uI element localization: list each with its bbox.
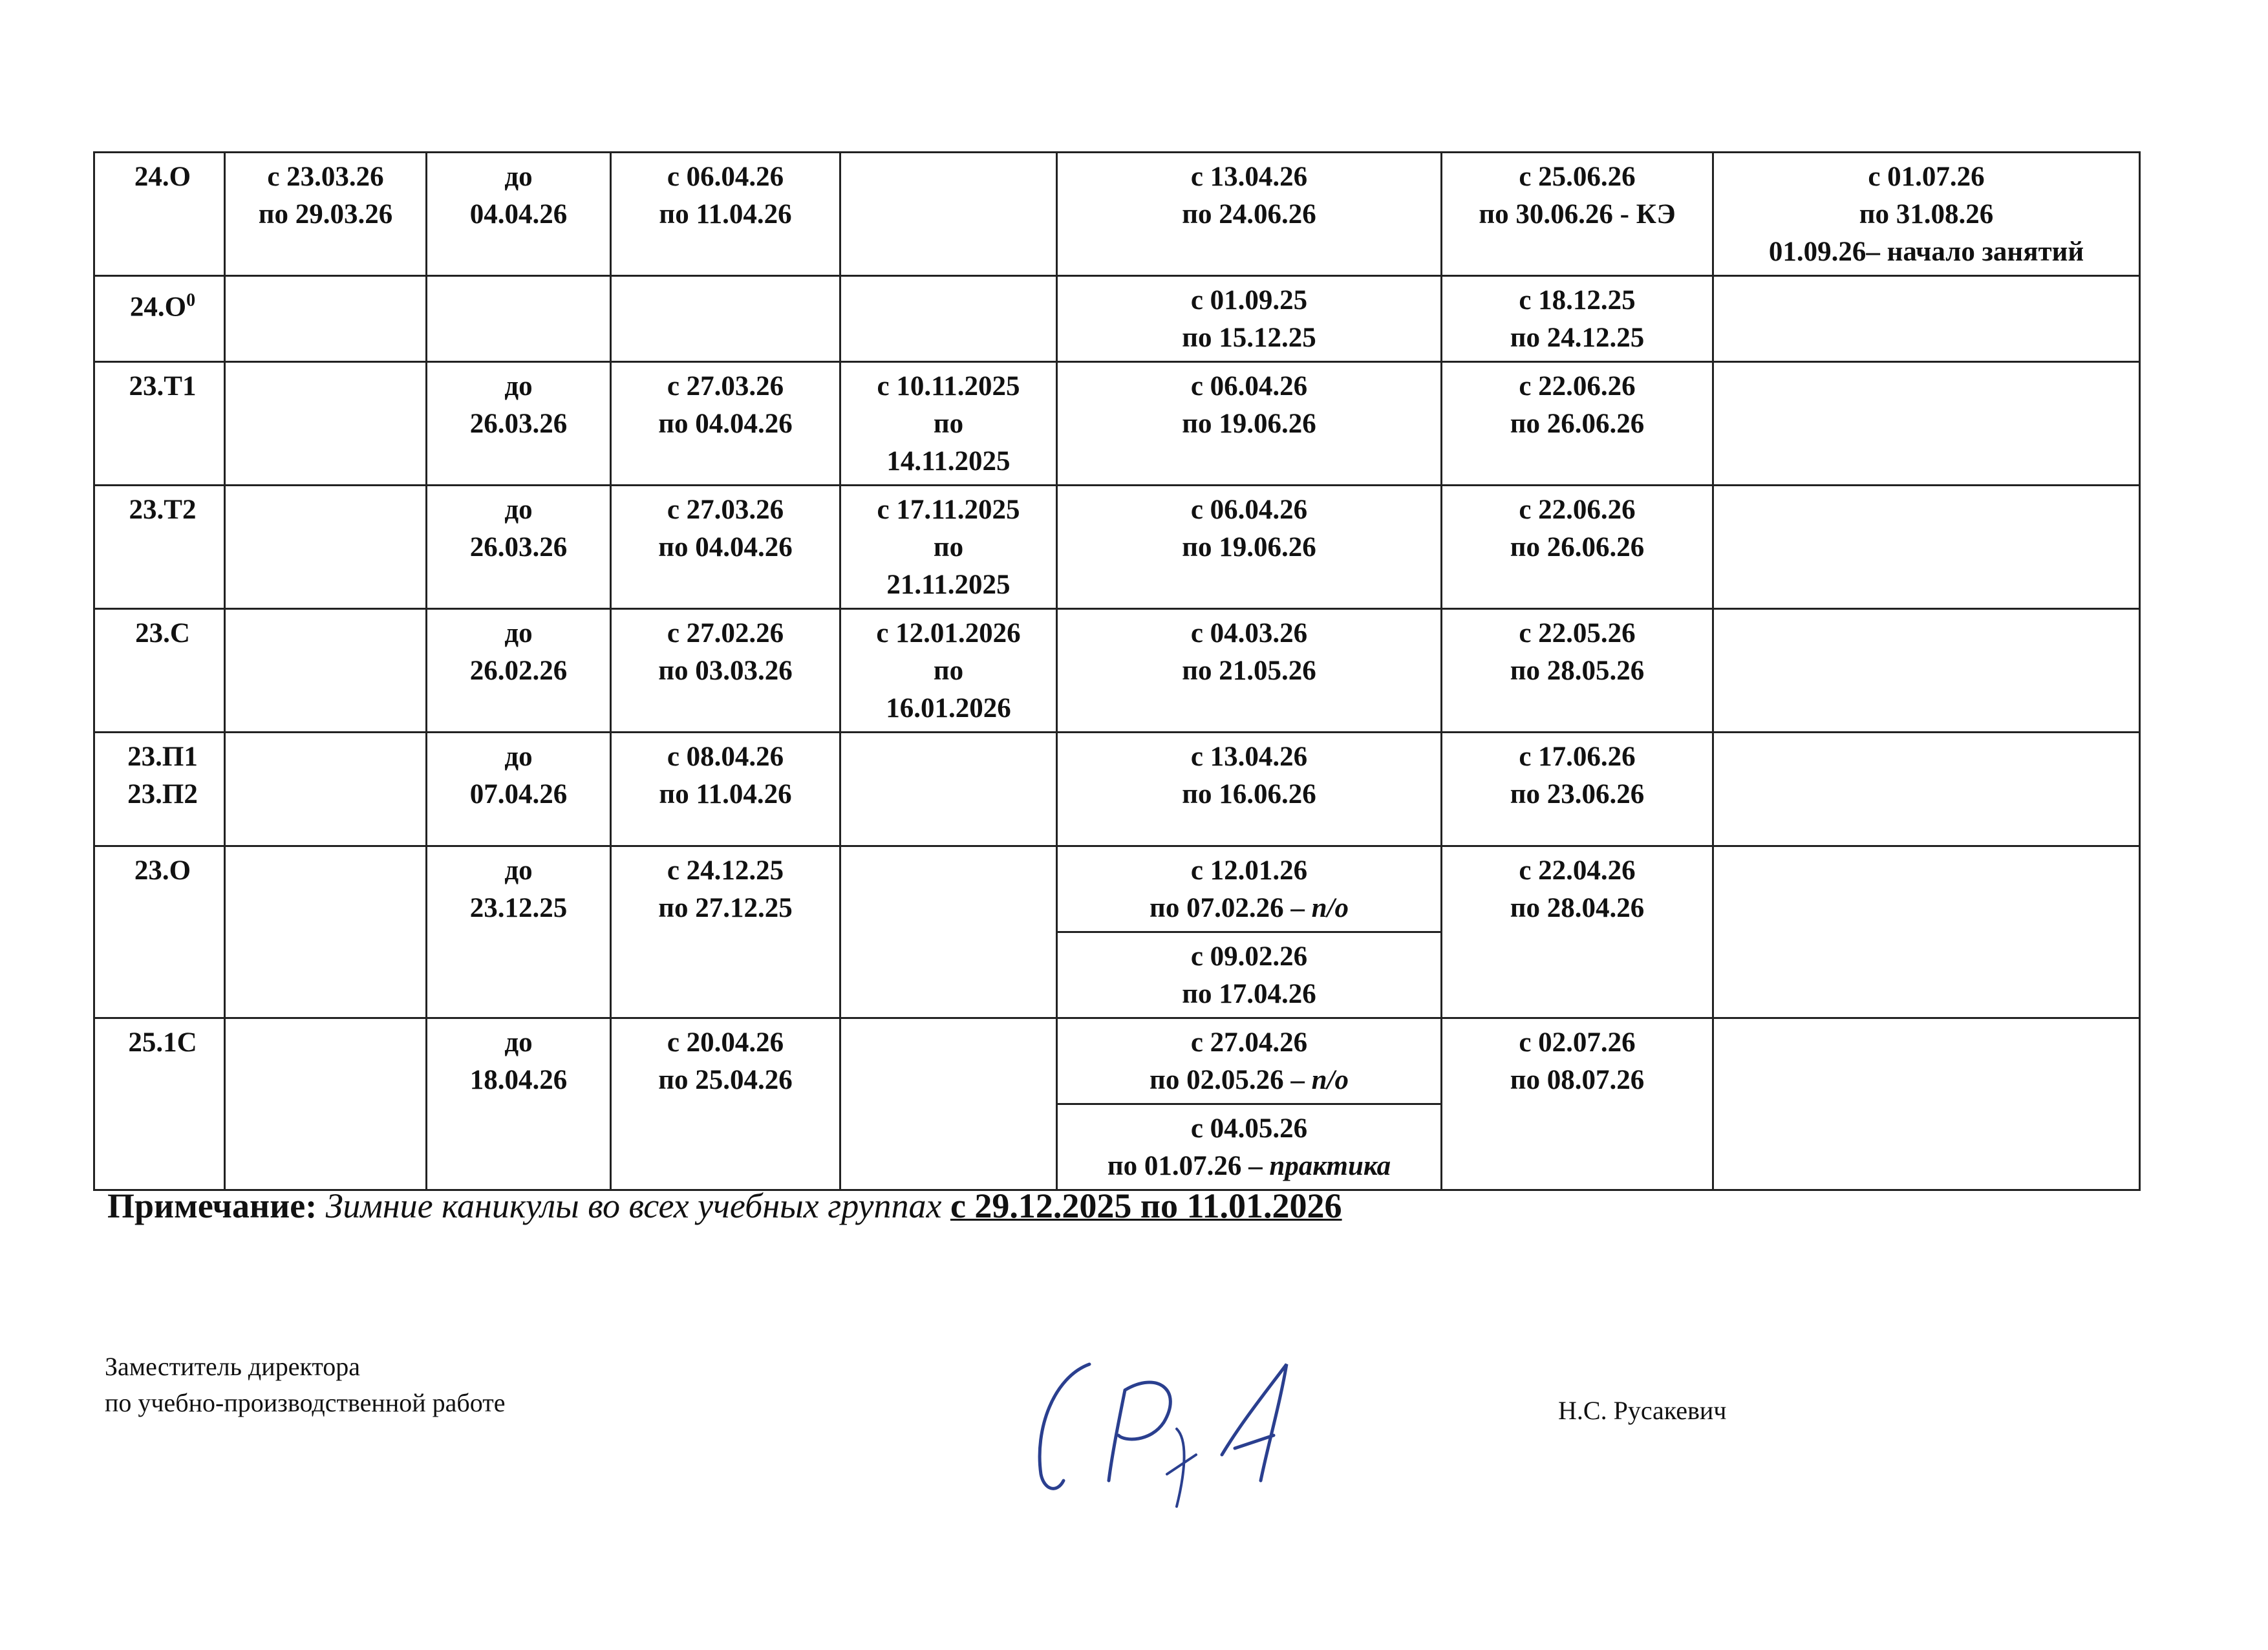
group-label: 24.О xyxy=(134,162,191,192)
period-cell xyxy=(225,846,427,1018)
position-line-2: по учебно-производственной работе xyxy=(105,1388,506,1417)
period-cell xyxy=(1442,1018,1713,1190)
period-text: с 08.04.26 по 11.04.26 xyxy=(659,742,792,809)
period-cell-text: с 24.12.25 по 27.12.25 xyxy=(658,855,793,923)
period-cell xyxy=(1057,486,1442,609)
group-cell-text: 25.1С xyxy=(128,1027,197,1058)
period-cell xyxy=(1442,486,1713,609)
period-cell xyxy=(1713,733,2140,846)
position-line-1: Заместитель директора xyxy=(105,1352,361,1381)
period-text: с 25.06.26 по 30.06.26 - КЭ xyxy=(1479,162,1676,230)
period-cell-bottom xyxy=(1057,932,1442,1018)
group-cell xyxy=(94,153,225,276)
period-cell xyxy=(225,1018,427,1190)
period-cell xyxy=(1057,733,1442,846)
period-text: с 12.01.2026 по 16.01.2026 xyxy=(876,618,1021,723)
period-text: с 17.06.26 по 23.06.26 xyxy=(1510,742,1645,809)
group-cell xyxy=(94,733,225,846)
period-cell xyxy=(1057,609,1442,733)
period-text: с 23.03.26 по 29.03.26 xyxy=(258,162,393,230)
period-cell-top-line-2-text: по 07.02.26 – xyxy=(1150,893,1312,923)
period-cell xyxy=(427,362,611,486)
period-cell-text: с 22.04.26 по 28.04.26 xyxy=(1510,855,1645,923)
period-cell-text: до 23.12.25 xyxy=(469,855,568,923)
period-cell xyxy=(1442,153,1713,276)
period-cell-top-line-2-text: по 02.05.26 – xyxy=(1150,1065,1312,1095)
table-row xyxy=(94,486,2140,609)
period-cell xyxy=(225,733,427,846)
period-text: с 06.04.26 по 19.06.26 xyxy=(1182,371,1316,439)
period-text: с 22.05.26 по 28.05.26 xyxy=(1510,618,1645,686)
note-text: Зимние каникулы во всех учебных группах xyxy=(325,1186,950,1225)
note-dates: с 29.12.2025 по 11.01.2026 xyxy=(950,1186,1342,1225)
period-cell xyxy=(840,733,1057,846)
period-cell xyxy=(840,276,1057,362)
table-row xyxy=(94,1018,2140,1104)
note-label: Примечание: xyxy=(107,1186,326,1225)
period-cell xyxy=(1057,276,1442,362)
period-cell xyxy=(840,362,1057,486)
group-label: 24.О xyxy=(129,292,187,323)
period-cell xyxy=(611,362,840,486)
group-label: 23.Т1 xyxy=(129,371,197,402)
period-text: с 06.04.26 по 19.06.26 xyxy=(1182,495,1316,562)
period-cell-bottom-line-2 xyxy=(1064,1148,1434,1185)
period-cell xyxy=(840,486,1057,609)
handwritten-signature xyxy=(1028,1351,1312,1513)
period-cell xyxy=(1713,362,2140,486)
period-cell xyxy=(427,486,611,609)
period-cell xyxy=(840,153,1057,276)
signatory-position xyxy=(105,1349,505,1421)
group-cell-text: 23.О xyxy=(134,855,191,886)
period-cell xyxy=(427,846,611,1018)
group-cell xyxy=(94,846,225,1018)
table-row xyxy=(94,362,2140,486)
period-text: с 27.03.26 по 04.04.26 xyxy=(658,371,793,439)
period-cell xyxy=(1713,846,2140,1018)
note xyxy=(107,1183,1342,1228)
period-cell xyxy=(225,609,427,733)
period-text: до 04.04.26 xyxy=(469,162,568,230)
schedule-body xyxy=(94,153,2140,1190)
table-row xyxy=(94,153,2140,276)
table-row xyxy=(94,276,2140,362)
period-text: с 01.09.25 по 15.12.25 xyxy=(1182,285,1316,353)
group-label: 23.П1 23.П2 xyxy=(127,742,198,809)
period-text: с 13.04.26 по 24.06.26 xyxy=(1182,162,1316,230)
signer-name: Н.С. Русакевич xyxy=(1558,1396,1727,1425)
period-cell xyxy=(1442,733,1713,846)
period-cell xyxy=(611,276,840,362)
period-cell xyxy=(1442,609,1713,733)
group-cell xyxy=(94,276,225,362)
period-cell xyxy=(1057,362,1442,486)
period-cell-bottom xyxy=(1057,1104,1442,1190)
group-superscript: 0 xyxy=(186,290,196,310)
period-cell xyxy=(427,733,611,846)
period-cell xyxy=(427,1018,611,1190)
group-label: 23.Т2 xyxy=(129,495,197,525)
period-cell-top-line-2 xyxy=(1064,1062,1434,1099)
period-cell-bottom-line-1: с 04.05.26 xyxy=(1190,1113,1308,1144)
period-cell xyxy=(840,846,1057,1018)
period-cell xyxy=(611,733,840,846)
period-cell xyxy=(225,276,427,362)
period-cell-bottom-italic: практика xyxy=(1269,1151,1391,1181)
period-cell xyxy=(427,609,611,733)
period-cell xyxy=(427,153,611,276)
period-cell xyxy=(1713,486,2140,609)
period-text: с 01.07.26 по 31.08.26 01.09.26– начало занятий xyxy=(1768,162,2084,267)
period-text: с 27.03.26 по 04.04.26 xyxy=(658,495,793,562)
period-cell xyxy=(427,276,611,362)
period-text: до 26.02.26 xyxy=(469,618,568,686)
period-cell xyxy=(611,609,840,733)
period-text: с 04.03.26 по 21.05.26 xyxy=(1182,618,1316,686)
period-text: с 06.04.26 по 11.04.26 xyxy=(659,162,792,230)
table-row xyxy=(94,609,2140,733)
period-cell-top-line-1: с 27.04.26 xyxy=(1190,1027,1308,1058)
period-cell xyxy=(611,1018,840,1190)
period-cell xyxy=(1057,153,1442,276)
table-row xyxy=(94,733,2140,846)
period-cell xyxy=(1442,362,1713,486)
period-cell-bottom-line-2-text: по 01.07.26 – xyxy=(1107,1151,1270,1181)
period-cell-top xyxy=(1057,1018,1442,1104)
period-cell xyxy=(1713,1018,2140,1190)
period-cell xyxy=(225,362,427,486)
period-cell xyxy=(225,153,427,276)
period-cell xyxy=(1442,846,1713,1018)
period-cell xyxy=(840,1018,1057,1190)
group-cell xyxy=(94,609,225,733)
period-cell xyxy=(611,153,840,276)
period-cell xyxy=(225,486,427,609)
period-text: с 22.06.26 по 26.06.26 xyxy=(1510,371,1645,439)
period-cell-top-italic: п/о xyxy=(1311,893,1349,923)
period-text: до 26.03.26 xyxy=(469,371,568,439)
group-label: 23.С xyxy=(135,618,190,648)
period-text: до 07.04.26 xyxy=(469,742,568,809)
period-cell xyxy=(1713,153,2140,276)
period-cell xyxy=(1713,609,2140,733)
period-cell-top-italic: п/о xyxy=(1311,1065,1349,1095)
period-text: с 27.02.26 по 03.03.26 xyxy=(658,618,793,686)
period-cell xyxy=(840,609,1057,733)
period-cell xyxy=(1713,276,2140,362)
period-cell-text: с 20.04.26 по 25.04.26 xyxy=(658,1027,793,1095)
period-cell-text: до 18.04.26 xyxy=(469,1027,568,1095)
period-cell-top-line-1: с 12.01.26 xyxy=(1190,855,1308,886)
period-cell-top-line-2 xyxy=(1064,890,1434,927)
period-cell xyxy=(1442,276,1713,362)
period-text: с 22.06.26 по 26.06.26 xyxy=(1510,495,1645,562)
period-cell xyxy=(611,846,840,1018)
period-cell-bottom-text: с 09.02.26 по 17.04.26 xyxy=(1182,941,1316,1009)
period-text: с 17.11.2025 по 21.11.2025 xyxy=(877,495,1020,600)
group-cell xyxy=(94,362,225,486)
group-cell xyxy=(94,486,225,609)
schedule-table xyxy=(93,151,2141,1191)
table-row xyxy=(94,846,2140,932)
period-cell xyxy=(611,486,840,609)
period-cell-top xyxy=(1057,846,1442,932)
group-cell xyxy=(94,1018,225,1190)
period-cell-text: с 02.07.26 по 08.07.26 xyxy=(1510,1027,1645,1095)
period-text: с 13.04.26 по 16.06.26 xyxy=(1182,742,1316,809)
period-text: до 26.03.26 xyxy=(469,495,568,562)
period-text: с 18.12.25 по 24.12.25 xyxy=(1510,285,1645,353)
period-text: с 10.11.2025 по 14.11.2025 xyxy=(877,371,1020,477)
